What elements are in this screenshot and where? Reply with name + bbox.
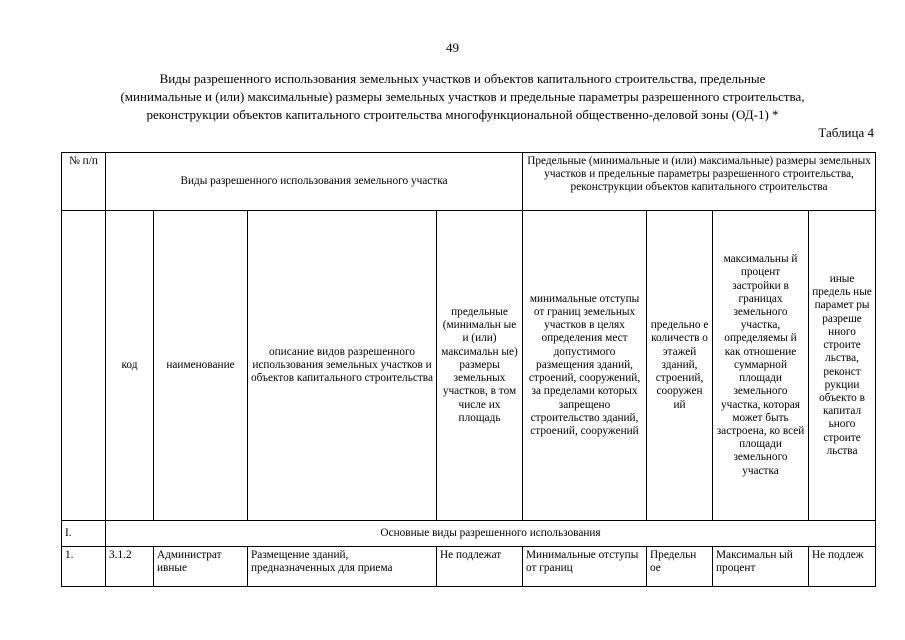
subheader-setbacks: минимальные отступы от границ земельных участков в целях определения мест допустимого размещения зданий, строений, сооружений, за пределами которых запрещено строительство зданий, строений, сооружений	[523, 211, 647, 521]
subheader-code: код	[106, 211, 154, 521]
section-num: I.	[62, 521, 106, 547]
table-subheader-row	[62, 211, 876, 521]
row-plot-size: Не подлежат	[437, 547, 523, 587]
row-other: Не подлеж	[809, 547, 876, 587]
row-name: Администрат ивные	[154, 547, 248, 587]
subheader-plot-size: предельные (минимальн ые и (или) максимальн ые) размеры земельных участков, в том числе их площадь	[437, 211, 523, 521]
heading-line-2: (минимальные и (или) максимальные) размеры земельных участков и предельные параметры разрешенного строительства,	[120, 89, 805, 104]
header-use-types: Виды разрешенного использования земельного участка	[106, 153, 523, 211]
subheader-name: наименование	[154, 211, 248, 521]
subheader-floors: предельно е количеств о этажей зданий, строений, сооружен ий	[647, 211, 713, 521]
subheader-other: иные предель ные парамет ры разреше нного строите льства, реконст рукции объекто в капитал ьного строите льства	[809, 211, 876, 521]
row-num: 1.	[62, 547, 106, 587]
heading-line-3: реконструкции объектов капитального строительства многофункциональной общественно-деловой зоны (ОД-1) *	[146, 107, 779, 122]
subheader-description: описание видов разрешенного использования земельных участков и объектов капитального строительства	[248, 211, 437, 521]
document-heading	[40, 70, 885, 124]
table-label: Таблица 4	[818, 125, 874, 140]
row-code: 3.1.2	[106, 547, 154, 587]
row-floors: Предельн ое	[647, 547, 713, 587]
row-setbacks: Минимальные отступы от границ	[523, 547, 647, 587]
row-coverage: Максимальн ый процент	[713, 547, 809, 587]
header-limits: Предельные (минимальные и (или) максимальные) размеры земельных участков и предельные параметры разрешенного строительства, реконструкции объектов капитального строительства	[523, 153, 876, 211]
header-num: № п/п	[62, 153, 106, 211]
heading-line-1: Виды разрешенного использования земельных участков и объектов капитального строительства, предельные	[159, 71, 766, 86]
subheader-coverage: максимальны й процент застройки в границах земельного участка, определяемы й как отношение суммарной площади земельного участка, которая может быть застроена, ко всей площади земельного участка	[713, 211, 809, 521]
section-title: Основные виды разрешенного использования	[106, 521, 876, 547]
table-row	[62, 547, 876, 587]
table-header-row	[62, 153, 876, 211]
row-description: Размещение зданий, предназначенных для приема	[248, 547, 437, 587]
page-number: 49	[446, 40, 459, 55]
section-row	[62, 521, 876, 547]
zoning-table	[61, 152, 876, 587]
subheader-empty	[62, 211, 106, 521]
